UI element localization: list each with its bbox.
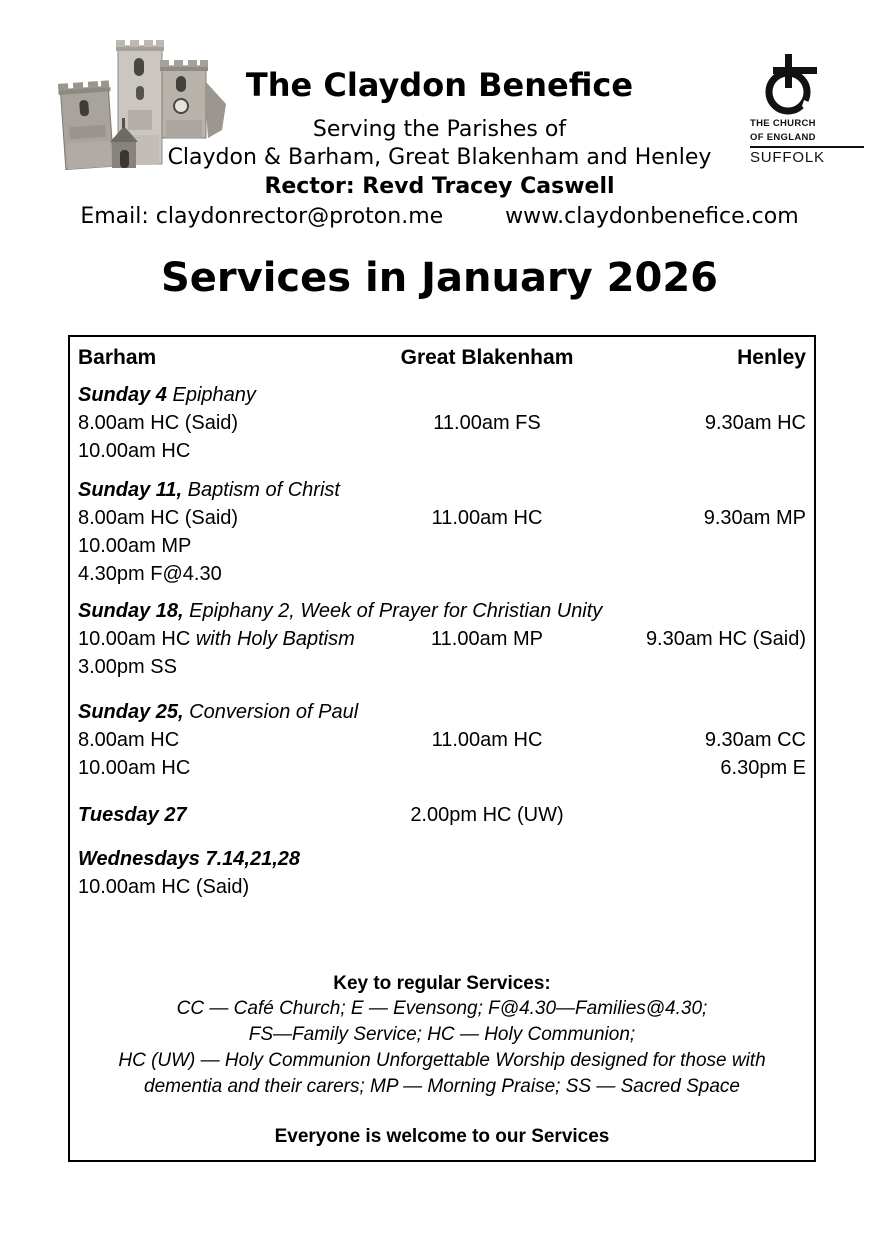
barham-service: 4.30pm F@4.30 xyxy=(78,563,222,585)
service-group-tuesday-27 xyxy=(78,801,806,829)
column-header-great-blakenham: Great Blakenham xyxy=(400,346,574,369)
henley-service xyxy=(596,560,806,588)
benefice-title: The Claydon Benefice xyxy=(245,66,634,104)
day-heading xyxy=(78,381,806,409)
logo-org-line2: OF ENGLAND xyxy=(750,131,816,143)
rector-line: Rector: Revd Tracey Caswell xyxy=(264,174,615,199)
service-row xyxy=(78,560,806,588)
masthead xyxy=(0,0,879,232)
henley-service: 9.30am HC (Said) xyxy=(645,628,806,650)
henley-service xyxy=(596,653,806,681)
contact-line xyxy=(0,202,879,232)
key-line-3: HC (UW) — Holy Communion Unforgettable Worship designed for those with xyxy=(118,1050,766,1071)
great-blakenham-service xyxy=(378,532,596,560)
barham-service-time: 10.00am HC xyxy=(78,628,191,650)
day-heading xyxy=(78,476,806,504)
day-label: Wednesdays 7.14,21,28 xyxy=(78,848,300,870)
day-heading xyxy=(78,845,806,873)
service-row xyxy=(78,754,806,782)
logo-divider xyxy=(750,146,864,148)
henley-service: 9.30am CC xyxy=(704,729,806,751)
table-column-headers xyxy=(78,345,806,371)
great-blakenham-service: 11.00am FS xyxy=(433,412,541,434)
service-row xyxy=(78,801,806,829)
feast-label: Epiphany xyxy=(166,384,256,406)
day-label: Sunday 4 xyxy=(78,384,167,406)
great-blakenham-service xyxy=(378,437,596,465)
service-row xyxy=(78,873,806,901)
barham-service: 10.00am HC xyxy=(78,757,191,779)
church-of-england-logo xyxy=(750,54,864,167)
ruin-slope xyxy=(206,82,226,138)
great-blakenham-service xyxy=(378,560,596,588)
service-row xyxy=(78,653,806,681)
henley-service xyxy=(596,873,806,901)
day-heading xyxy=(78,698,806,726)
email-text: Email: claydonrector@proton.me xyxy=(80,204,444,229)
service-row xyxy=(78,726,806,754)
henley-service: 9.30am MP xyxy=(703,507,806,529)
henley-service: 6.30pm E xyxy=(720,757,806,779)
services-table xyxy=(68,335,816,1162)
barham-service: 8.00am HC (Said) xyxy=(78,412,239,434)
page-title: Services in January 2026 xyxy=(160,255,718,301)
key-line-4: dementia and their carers; MP — Morning Praise; SS — Sacred Space xyxy=(144,1076,740,1097)
day-heading xyxy=(78,597,806,625)
service-row xyxy=(78,409,806,437)
great-blakenham-service: 11.00am HC xyxy=(431,507,543,529)
column-header-barham: Barham xyxy=(78,346,157,369)
barham-service: 10.00am HC xyxy=(78,440,191,462)
left-tower xyxy=(58,80,116,169)
great-blakenham-service: 11.00am HC xyxy=(431,729,543,751)
parishes-line: Claydon & Barham, Great Blakenham and Henley xyxy=(167,145,712,170)
day-label: Sunday 11, xyxy=(78,479,183,501)
barham-service xyxy=(78,625,378,653)
service-group-wednesdays xyxy=(78,845,806,901)
henley-service xyxy=(596,532,806,560)
service-row xyxy=(78,625,806,653)
logo-diocese: SUFFOLK xyxy=(750,149,825,166)
barham-service-note: with Holy Baptism xyxy=(190,628,355,650)
service-group-sunday-18 xyxy=(78,597,806,681)
service-row xyxy=(78,504,806,532)
right-tower xyxy=(160,60,208,138)
key-line-1: CC — Café Church; E — Evensong; F@4.30—Families@4.30; xyxy=(176,998,708,1019)
church-of-england-cross-icon xyxy=(762,54,818,116)
serving-line: Serving the Parishes of xyxy=(312,117,567,142)
service-row xyxy=(78,532,806,560)
service-row xyxy=(78,437,806,465)
feast-label: Epiphany 2, Week of Prayer for Christian Unity xyxy=(183,600,603,622)
barham-service: 8.00am HC (Said) xyxy=(78,507,239,529)
logo-org-line1: THE CHURCH xyxy=(750,118,816,129)
great-blakenham-service xyxy=(378,873,596,901)
great-blakenham-service: 11.00am MP xyxy=(431,628,543,650)
column-header-henley: Henley xyxy=(737,346,806,369)
welcome-message: Everyone is welcome to our Services xyxy=(274,1126,610,1147)
feast-label: Conversion of Paul xyxy=(183,701,359,723)
services-key xyxy=(78,971,806,1100)
barham-service: 10.00am HC (Said) xyxy=(78,876,250,898)
key-heading: Key to regular Services: xyxy=(333,973,551,994)
service-group-sunday-4 xyxy=(78,381,806,465)
website-text: www.claydonbenefice.com xyxy=(505,204,799,229)
henley-service: 9.30am HC xyxy=(704,412,806,434)
day-label: Sunday 18, xyxy=(78,600,184,622)
barham-service: 8.00am HC xyxy=(78,729,180,751)
great-blakenham-service xyxy=(378,653,596,681)
great-blakenham-service xyxy=(378,754,596,782)
day-label: Tuesday 27 xyxy=(78,804,187,826)
day-heading xyxy=(78,801,378,829)
barham-service: 10.00am MP xyxy=(78,535,192,557)
great-blakenham-service: 2.00pm HC (UW) xyxy=(410,804,564,826)
churches-photo xyxy=(58,30,230,170)
service-group-sunday-11 xyxy=(78,476,806,588)
key-line-2: FS—Family Service; HC — Holy Communion; xyxy=(248,1024,636,1045)
service-group-sunday-25 xyxy=(78,698,806,782)
feast-label: Baptism of Christ xyxy=(182,479,340,501)
barham-service: 3.00pm SS xyxy=(78,656,177,678)
henley-service xyxy=(596,801,806,829)
day-label: Sunday 25, xyxy=(78,701,184,723)
henley-service xyxy=(596,437,806,465)
